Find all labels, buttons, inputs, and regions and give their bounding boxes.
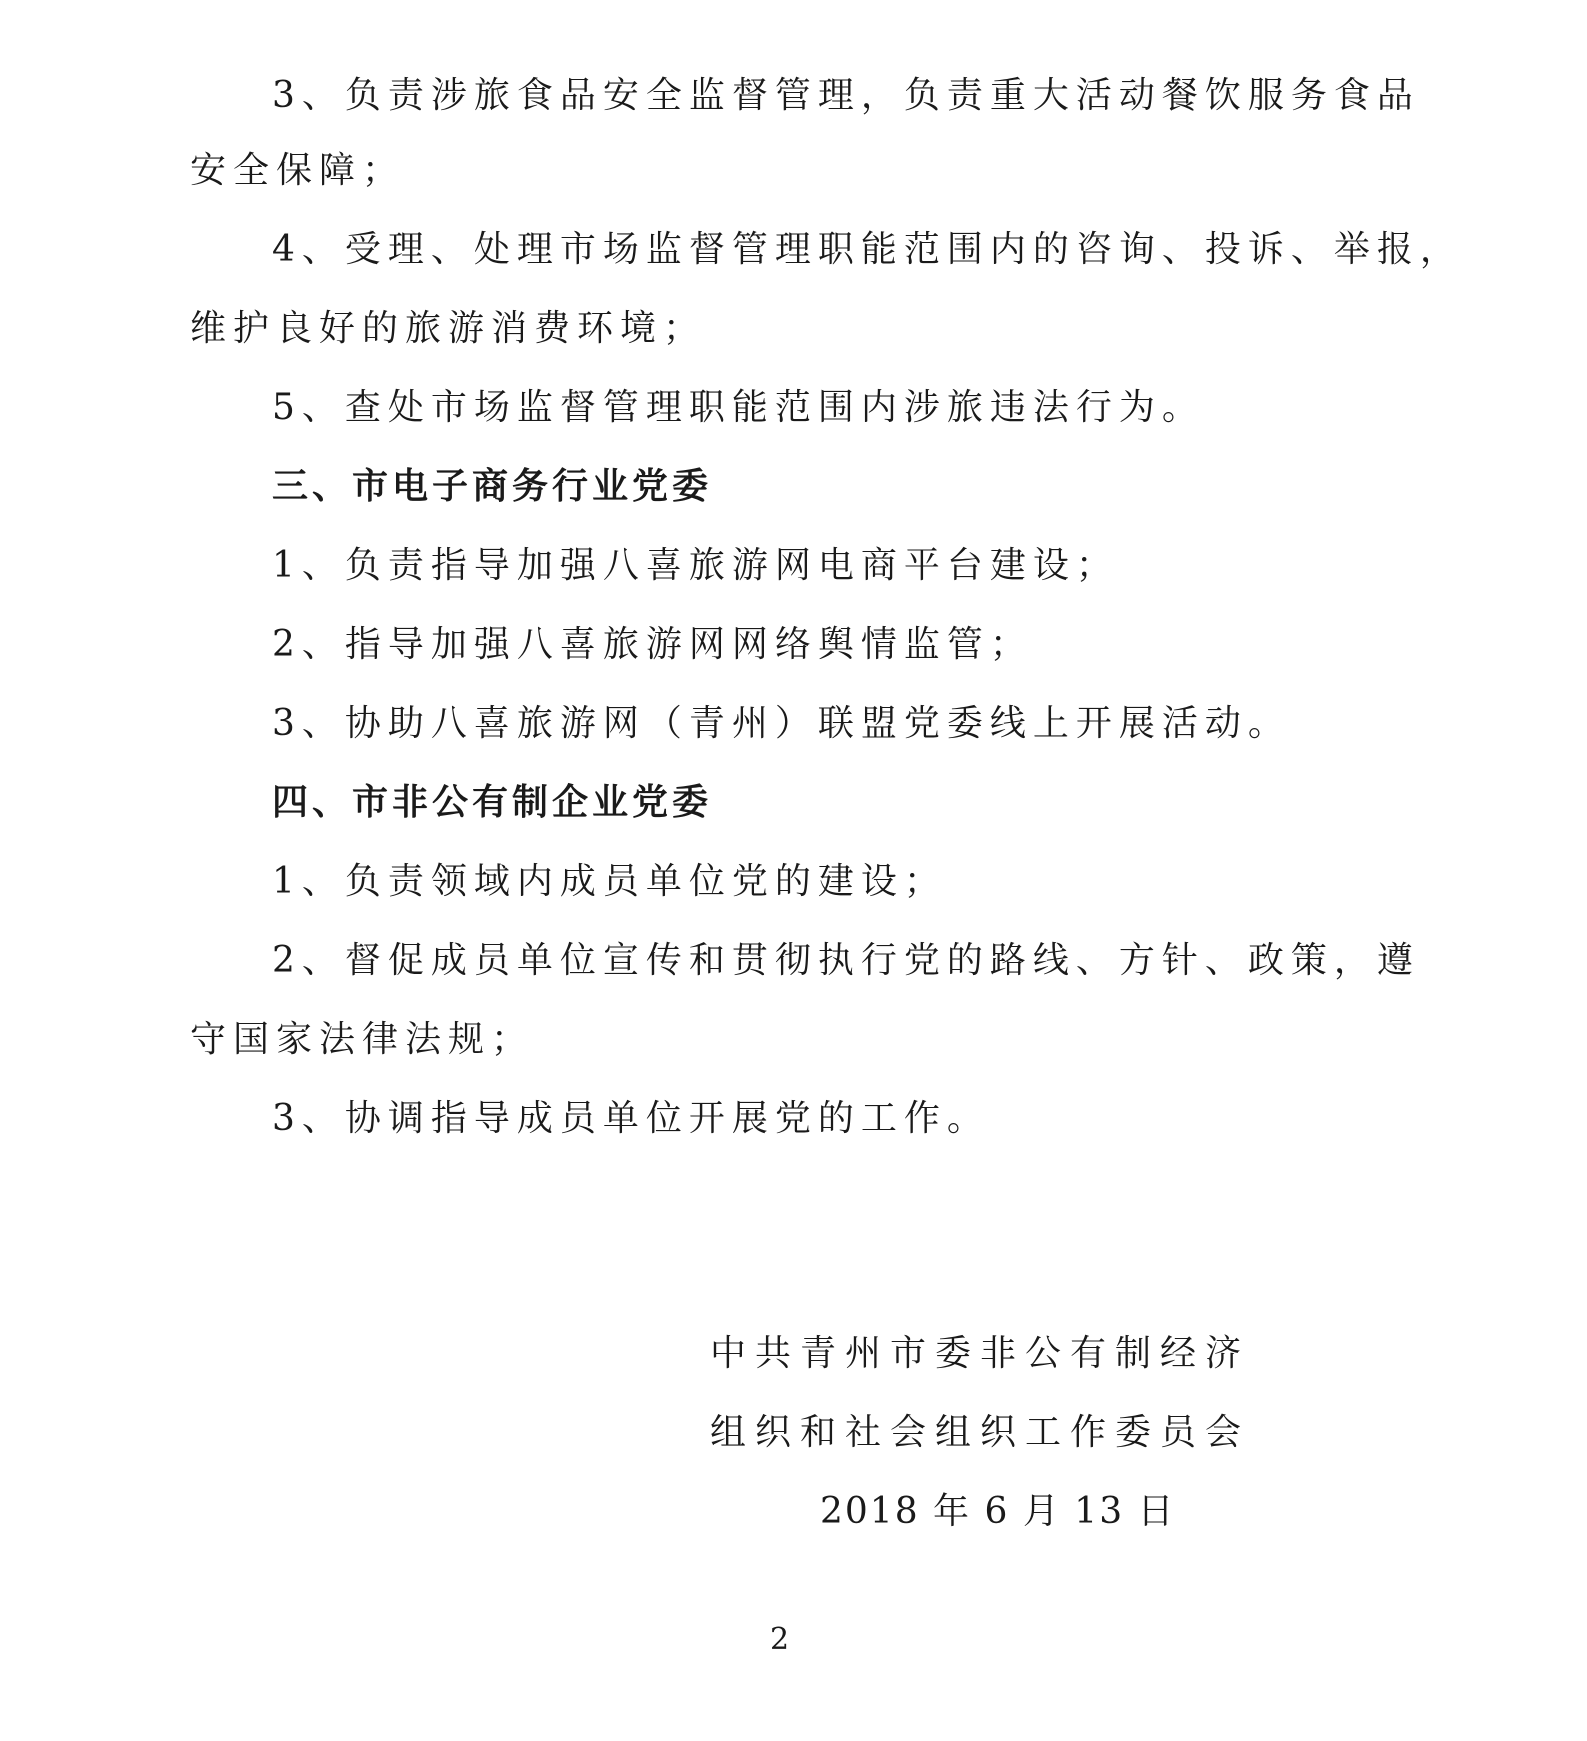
page-number: 2: [770, 1622, 790, 1657]
paragraph-line: 3、负责涉旅食品安全监督管理，负责重大活动餐饮服务食品: [272, 75, 1420, 116]
signature-org-line: 中共青州市委非公有制经济: [710, 1333, 1251, 1374]
list-item: 1、负责指导加强八喜旅游网电商平台建设；: [272, 545, 1119, 586]
paragraph-line: 安全保障；: [190, 150, 406, 191]
section-heading: 三、市电子商务行业党委: [272, 466, 713, 507]
section-heading: 四、市非公有制企业党委: [272, 782, 713, 823]
paragraph-line: 4、受理、处理市场监督管理职能范围内的咨询、投诉、举报，: [272, 229, 1463, 270]
list-item: 1、负责领域内成员单位党的建设；: [272, 861, 947, 902]
signature-org-line: 组织和社会组织工作委员会: [710, 1412, 1251, 1453]
paragraph-line: 维护良好的旅游消费环境；: [190, 308, 707, 349]
signature-date: 2018 年 6 月 13 日: [820, 1491, 1176, 1532]
list-item: 2、指导加强八喜旅游网网络舆情监管；: [272, 624, 1033, 665]
paragraph-line: 5、查处市场监督管理职能范围内涉旅违法行为。: [272, 387, 1205, 428]
list-item: 守国家法律法规；: [190, 1019, 535, 1060]
list-item: 2、督促成员单位宣传和贯彻执行党的路线、方针、政策，遵: [272, 940, 1420, 981]
list-item: 3、协调指导成员单位开展党的工作。: [272, 1098, 990, 1139]
list-item: 3、协助八喜旅游网（青州）联盟党委线上开展活动。: [272, 703, 1291, 744]
